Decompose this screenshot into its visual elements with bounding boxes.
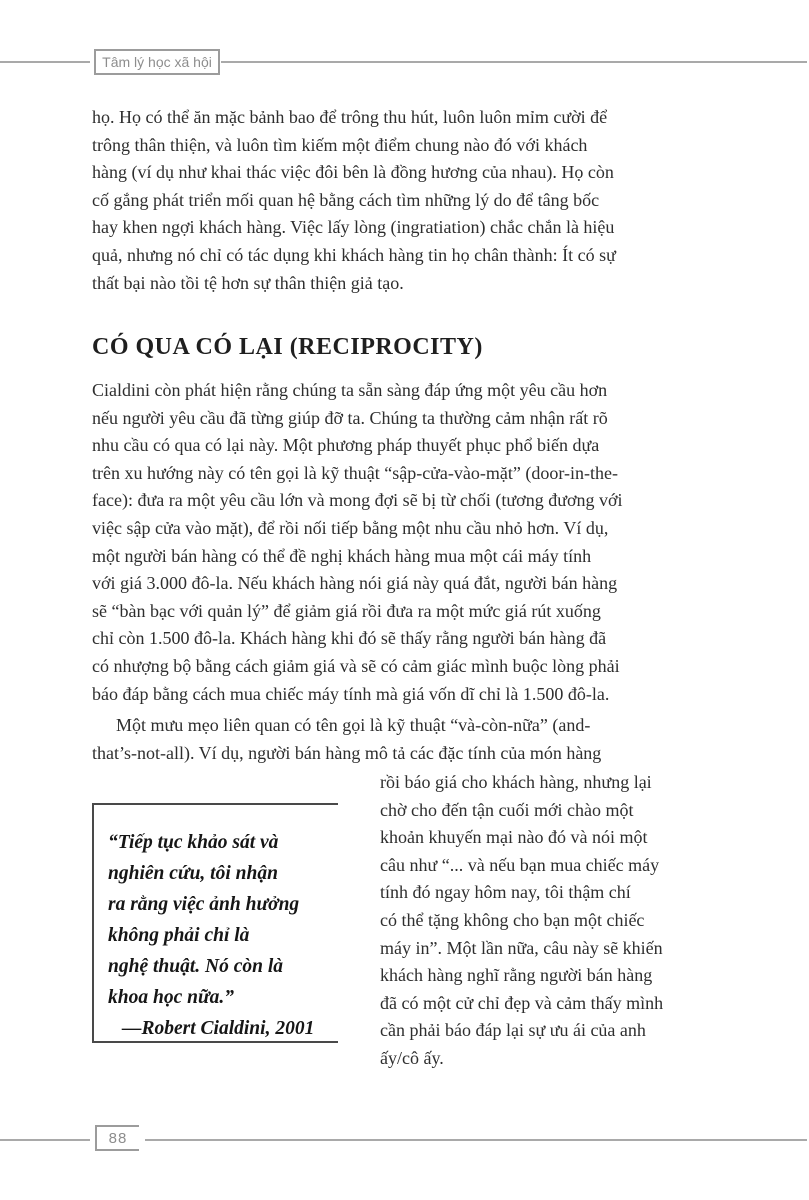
text-line: tính đó ngay hôm nay, tôi thậm chí (380, 882, 631, 903)
text-line: sẽ “bàn bạc với quản lý” để giảm giá rồi đưa ra một mức giá rút xuống (92, 600, 601, 621)
page-number: 88 (108, 1129, 128, 1147)
text-line: ấy/cô ấy. (380, 1047, 444, 1068)
text-line: cố gắng phát triển mối quan hệ bằng cách tìm những lý do để tâng bốc (92, 189, 600, 210)
paragraph-3-wrap-column (380, 769, 726, 1073)
text-line: chờ cho đến tận cuối mới chào một (380, 799, 634, 820)
pull-quote-box (92, 803, 338, 1043)
text-line: khoản khuyến mại nào đó và nói một (380, 827, 648, 848)
paragraph-2 (92, 377, 726, 708)
text-line: không phải chỉ là (108, 925, 250, 946)
text-line: that’s-not-all). Ví dụ, người bán hàng mô tả các đặc tính của món hàng (92, 742, 602, 763)
footer-rule-right (145, 1139, 807, 1141)
text-line: nghệ thuật. Nó còn là (108, 956, 283, 977)
pull-quote-attribution: —Robert Cialdini, 2001 (122, 1018, 315, 1039)
text-line: Một mưu mẹo liên quan có tên gọi là kỹ thuật “và-còn-nữa” (and- (116, 715, 591, 735)
paragraph-1 (92, 104, 726, 297)
text-line: đã có một cử chỉ đẹp và cảm thấy mình (380, 992, 664, 1013)
pull-quote-text (94, 805, 338, 1013)
text-line: “Tiếp tục khảo sát và (108, 832, 279, 853)
text-line: nghiên cứu, tôi nhận (108, 863, 278, 884)
text-line: có thể tặng không cho bạn một chiếc (380, 909, 645, 930)
page-number-box (95, 1125, 139, 1151)
text-line: họ. Họ có thể ăn mặc bảnh bao để trông thu hút, luôn luôn mỉm cười để (92, 107, 608, 127)
running-head-title: Tâm lý học xã hội (102, 54, 212, 70)
text-line: việc sập cửa vào mặt), để rồi nối tiếp bằng một nhu cầu nhỏ hơn. Ví dụ, (92, 517, 609, 538)
header-rule-left (0, 61, 90, 63)
text-line: báo đáp bằng cách mua chiếc máy tính mà giá vốn dĩ chỉ là 1.500 đô-la. (92, 683, 610, 704)
text-line: trên xu hướng này có tên gọi là kỹ thuật “sập-cửa-vào-mặt” (door-in-the- (92, 462, 618, 483)
text-line: chỉ còn 1.500 đô-la. Khách hàng khi đó sẽ thấy rằng người bán hàng đã (92, 628, 607, 649)
text-line: khách hàng nghĩ rằng người bán hàng (380, 965, 653, 986)
text-line: cần phải báo đáp lại sự ưu ái của anh (380, 1020, 646, 1041)
text-line: thất bại nào tồi tệ hơn sự thân thiện giả tạo. (92, 272, 404, 293)
text-line: có nhượng bộ bằng cách giảm giá và sẽ có cảm giác mình buộc lòng phải (92, 655, 620, 676)
footer-rule-left (0, 1139, 90, 1141)
text-line: máy in”. Một lần nữa, câu này sẽ khiến (380, 937, 663, 958)
text-line: face): đưa ra một yêu cầu lớn và mong đợi sẽ bị từ chối (tương đương với (92, 490, 623, 511)
text-line: khoa học nữa.” (108, 987, 234, 1008)
text-line: hàng (ví dụ như khai thác việc đôi bên là đồng hương của nhau). Họ còn (92, 162, 614, 183)
text-line: nhu cầu có qua có lại này. Một phương pháp thuyết phục phổ biến dựa (92, 435, 600, 456)
paragraph-3-intro (92, 712, 726, 767)
text-line: trông thân thiện, và luôn tìm kiếm một điểm chung nào đó với khách (92, 134, 588, 155)
text-line: nếu người yêu cầu đã từng giúp đỡ ta. Chúng ta thường cảm nhận rất rõ (92, 407, 608, 428)
header-rule-right (221, 61, 807, 63)
text-line: Cialdini còn phát hiện rằng chúng ta sẵn sàng đáp ứng một yêu cầu hơn (92, 380, 608, 400)
text-line: rồi báo giá cho khách hàng, nhưng lại (380, 772, 652, 792)
text-line: câu như “... và nếu bạn mua chiếc máy (380, 854, 660, 875)
running-head-box (94, 49, 220, 75)
text-line: ra rằng việc ảnh hưởng (108, 894, 300, 915)
text-line: một người bán hàng có thể đề nghị khách hàng mua một cái máy tính (92, 545, 592, 566)
text-line: hay khen ngợi khách hàng. Việc lấy lòng (ingratiation) chắc chắn là hiệu (92, 217, 615, 238)
text-line: quả, nhưng nó chỉ có tác dụng khi khách hàng tin họ chân thành: Ít có sự (92, 244, 616, 265)
section-heading: CÓ QUA CÓ LẠI (RECIPROCITY) (92, 334, 483, 360)
text-line: với giá 3.000 đô-la. Nếu khách hàng nói giá này quá đắt, người bán hàng (92, 573, 618, 594)
